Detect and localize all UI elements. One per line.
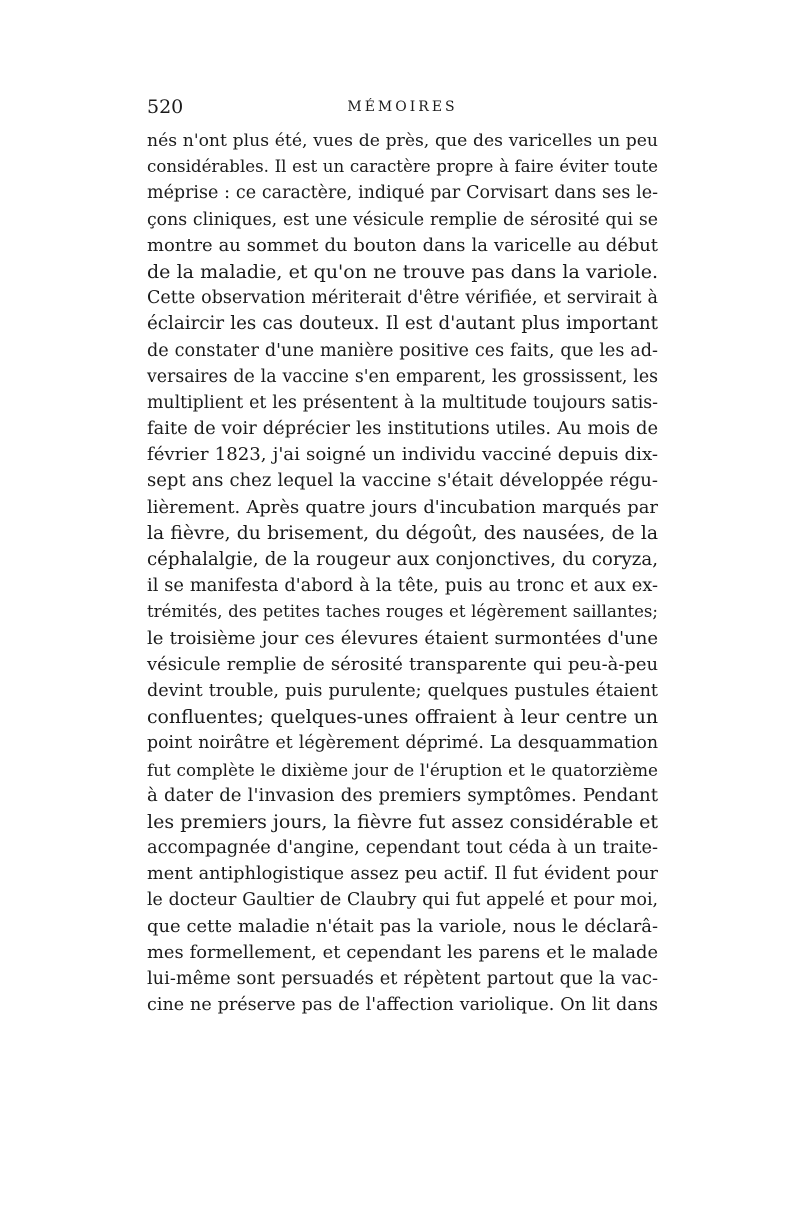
text-line: à dater de l'invasion des premiers symptômes. Pendant (147, 784, 658, 806)
text-line: multiplient et les présentent à la multitude toujours satis- (147, 392, 658, 413)
running-head (147, 94, 658, 122)
text-line: çons cliniques, est une vésicule remplie de sérosité qui se (147, 209, 658, 230)
text-line: trémités, des petites taches rouges et légèrement saillantes; (147, 602, 658, 622)
text-line: céphalalgie, de la rougeur aux conjonctives, du coryza, (147, 549, 658, 570)
text-line: montre au sommet du bouton dans la varicelle au début (147, 234, 658, 256)
text-line: versaires de la vaccine s'en emparent, les grossissent, les (147, 366, 658, 387)
text-line: cine ne préserve pas de l'affection variolique. On lit dans (147, 995, 658, 1016)
running-title: MÉMOIRES (347, 99, 458, 115)
text-line: de la maladie, et qu'on ne trouve pas dans la variole. (147, 260, 658, 283)
text-line: éclaircir les cas douteux. Il est d'autant plus important (147, 313, 658, 335)
text-line: accompagnée d'angine, cependant tout céda à un traite- (147, 838, 658, 859)
text-line: les premiers jours, la fièvre fut assez considérable et (147, 810, 658, 833)
text-line: Cette observation mériterait d'être vérifiée, et servirait à (147, 288, 658, 309)
text-line: la fièvre, du brisement, du dégoût, des nausées, de la (147, 522, 658, 544)
text-line: vésicule remplie de sérosité transparente qui peu-à-peu (147, 653, 658, 675)
text-line: nés n'ont plus été, vues de près, que des varicelles un peu (147, 131, 658, 151)
text-line: lièrement. Après quatre jours d'incubation marqués par (147, 496, 658, 518)
text-line: de constater d'une manière positive ces faits, que les ad- (147, 340, 658, 361)
text-line: fut complète le dixième jour de l'éruption et le quatorzième (147, 759, 658, 780)
text-line: confluentes; quelques-unes offraient à leur centre un (147, 706, 658, 729)
text-line: point noirâtre et légèrement déprimé. La desquammation (147, 733, 658, 754)
text-line: mes formellement, et cependant les parens et le malade (147, 941, 658, 963)
text-line: le docteur Gaultier de Claubry qui fut appelé et pour moi, (147, 890, 658, 911)
text-line: ment antiphlogistique assez peu actif. Il fut évident pour (147, 864, 658, 885)
text-line: considérables. Il est un caractère propre à faire éviter toute (147, 157, 658, 177)
text-line: il se manifesta d'abord à la tête, puis au tronc et aux ex- (147, 575, 658, 597)
text-line: que cette maladie n'était pas la variole, nous le déclarâ- (147, 915, 658, 937)
page-number: 520 (147, 96, 184, 118)
text-line: février 1823, j'ai soigné un individu vacciné depuis dix- (147, 444, 658, 466)
text-line: le troisième jour ces élevures étaient surmontées d'une (147, 627, 658, 649)
text-line: sept ans chez lequel la vaccine s'était développée régu- (147, 470, 658, 492)
text-line: méprise : ce caractère, indiqué par Corvisart dans ses le- (147, 183, 658, 204)
text-line: lui-même sont persuadés et répètent partout que la vac- (147, 968, 658, 989)
text-line: faite de voir déprécier les institutions utiles. Au mois de (147, 418, 658, 440)
text-line: devint trouble, puis purulente; quelques pustules étaient (147, 680, 658, 701)
body-text (147, 128, 658, 1018)
